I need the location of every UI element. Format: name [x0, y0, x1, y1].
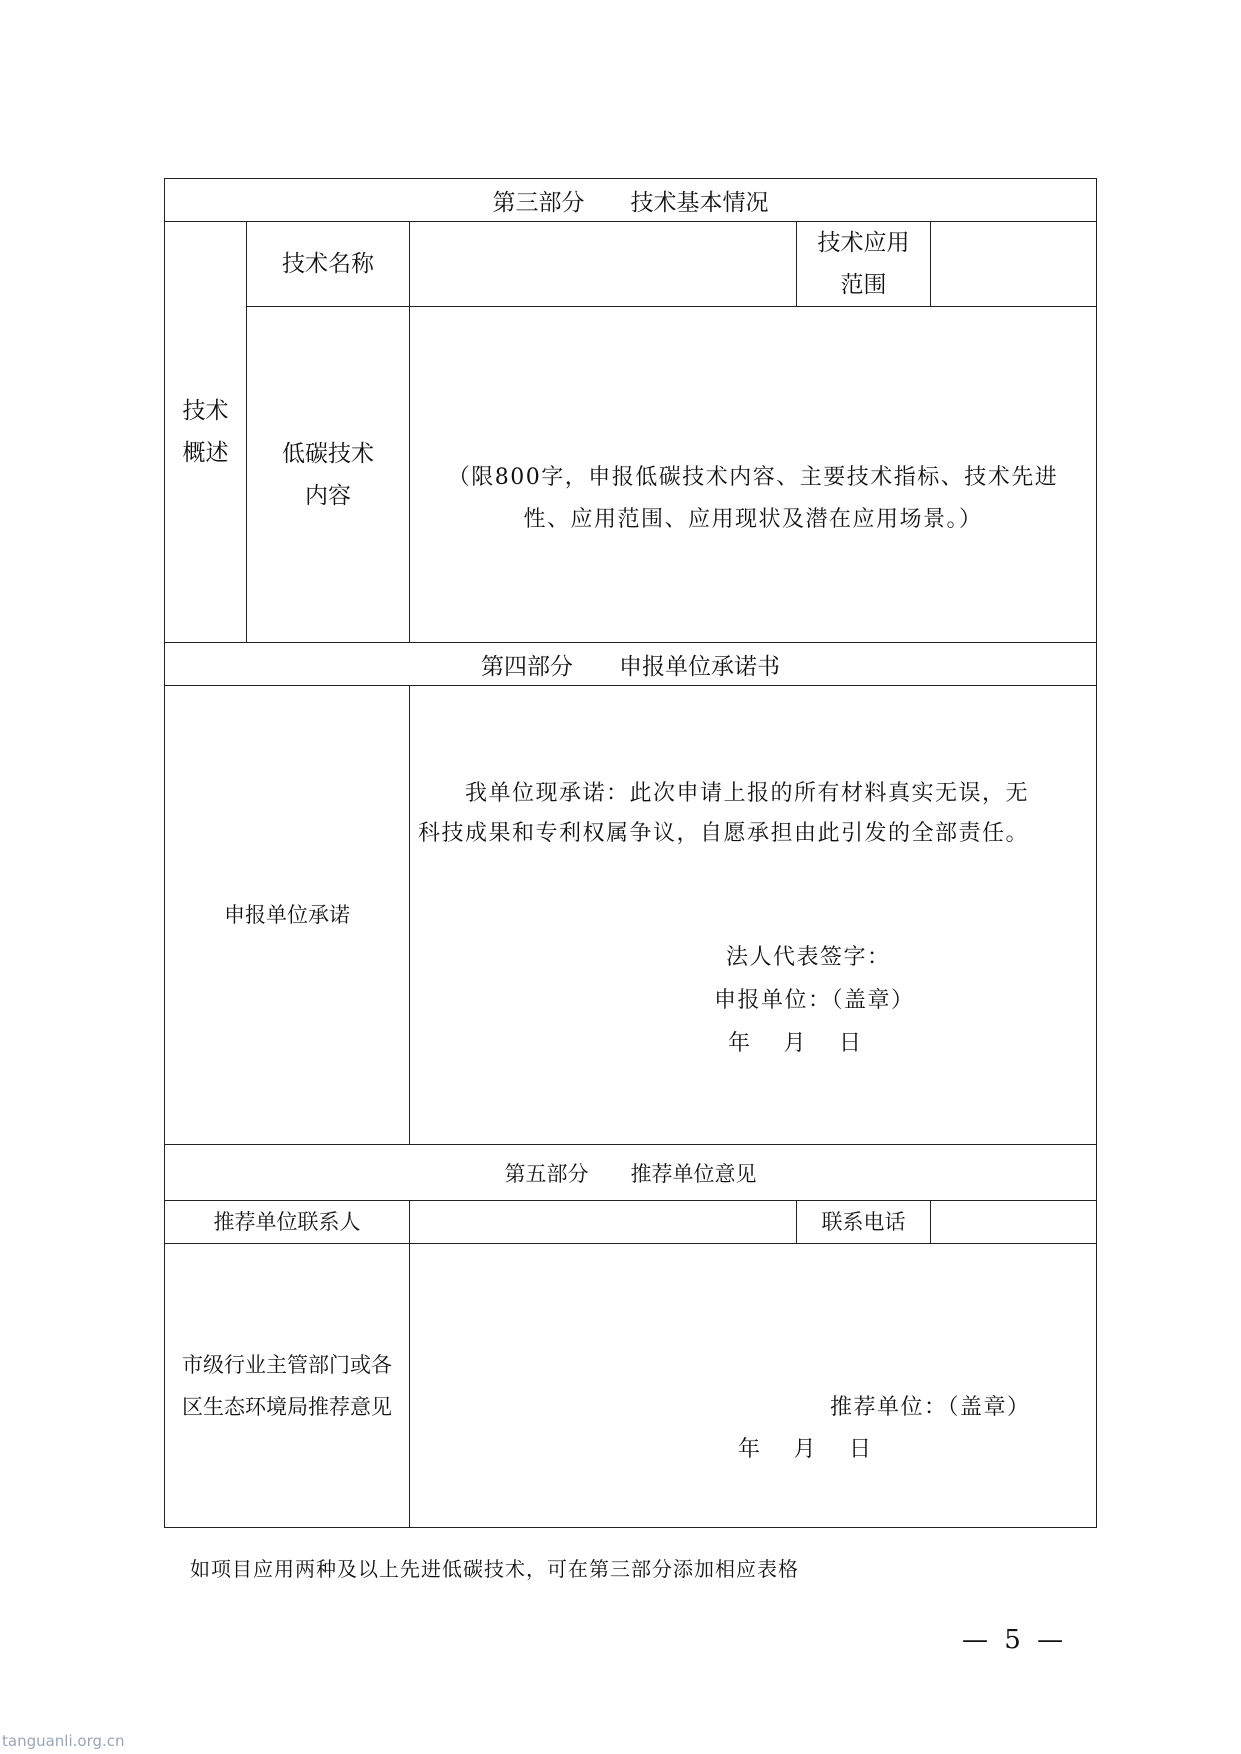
tech-name-row [165, 222, 1097, 307]
recommendation-row [165, 1244, 1097, 1528]
pledge-text-line-2: 科技成果和专利权属争议，自愿承担由此引发的全部责任。 [418, 821, 1030, 846]
tech-scope-label: 技术应用 范围 [797, 222, 931, 307]
pledge-date: 年 月 日 [728, 1031, 863, 1056]
part5-title: 第五部分 推荐单位意见 [165, 1145, 1097, 1201]
pledge-content [410, 686, 1097, 1145]
recommender-contact-field[interactable] [410, 1201, 797, 1244]
applicant-unit-stamp-label: 申报单位：（盖章） [714, 988, 915, 1013]
pledge-row [165, 686, 1097, 1145]
page-number: — 5 — [962, 1625, 1068, 1655]
tech-content-row [165, 307, 1097, 643]
contact-row [165, 1201, 1097, 1244]
tech-content-label: 低碳技术 内容 [247, 307, 410, 643]
tech-name-field[interactable] [410, 222, 797, 307]
recommendation-opinion-label: 市级行业主管部门或各 区生态环境局推荐意见 [165, 1244, 410, 1528]
application-form-table [164, 178, 1097, 1528]
tech-overview-label: 技术 概述 [165, 222, 247, 643]
part5-header-row [165, 1145, 1097, 1201]
contact-phone-label: 联系电话 [797, 1201, 931, 1244]
part4-title: 第四部分 申报单位承诺书 [165, 643, 1097, 686]
part3-header-row [165, 179, 1097, 222]
pledge-text-line-1: 我单位现承诺：此次申请上报的所有材料真实无误，无 [418, 781, 1030, 806]
watermark: tanguanli.org.cn [2, 1732, 125, 1750]
pledge-label: 申报单位承诺 [165, 686, 410, 1145]
recommender-contact-label: 推荐单位联系人 [165, 1201, 410, 1244]
tech-name-label: 技术名称 [247, 222, 410, 307]
tech-scope-field[interactable] [931, 222, 1097, 307]
recommender-stamp-label: 推荐单位：（盖章） [830, 1395, 1031, 1420]
tech-content-hint-line-2: 性、应用范围、应用现状及潜在应用场景。） [523, 506, 983, 532]
contact-phone-field[interactable] [931, 1201, 1097, 1244]
tech-content-hint-line-1: （限800字，申报低碳技术内容、主要技术指标、技术先进 [447, 464, 1059, 490]
tech-content-field[interactable] [410, 307, 1097, 643]
legal-rep-signature-label: 法人代表签字： [726, 945, 891, 970]
recommendation-opinion-field[interactable] [410, 1244, 1097, 1528]
footnote: 如项目应用两种及以上先进低碳技术，可在第三部分添加相应表格 [190, 1557, 799, 1581]
recommendation-date: 年 月 日 [738, 1437, 873, 1462]
part3-title: 第三部分 技术基本情况 [165, 179, 1097, 222]
part4-header-row [165, 643, 1097, 686]
